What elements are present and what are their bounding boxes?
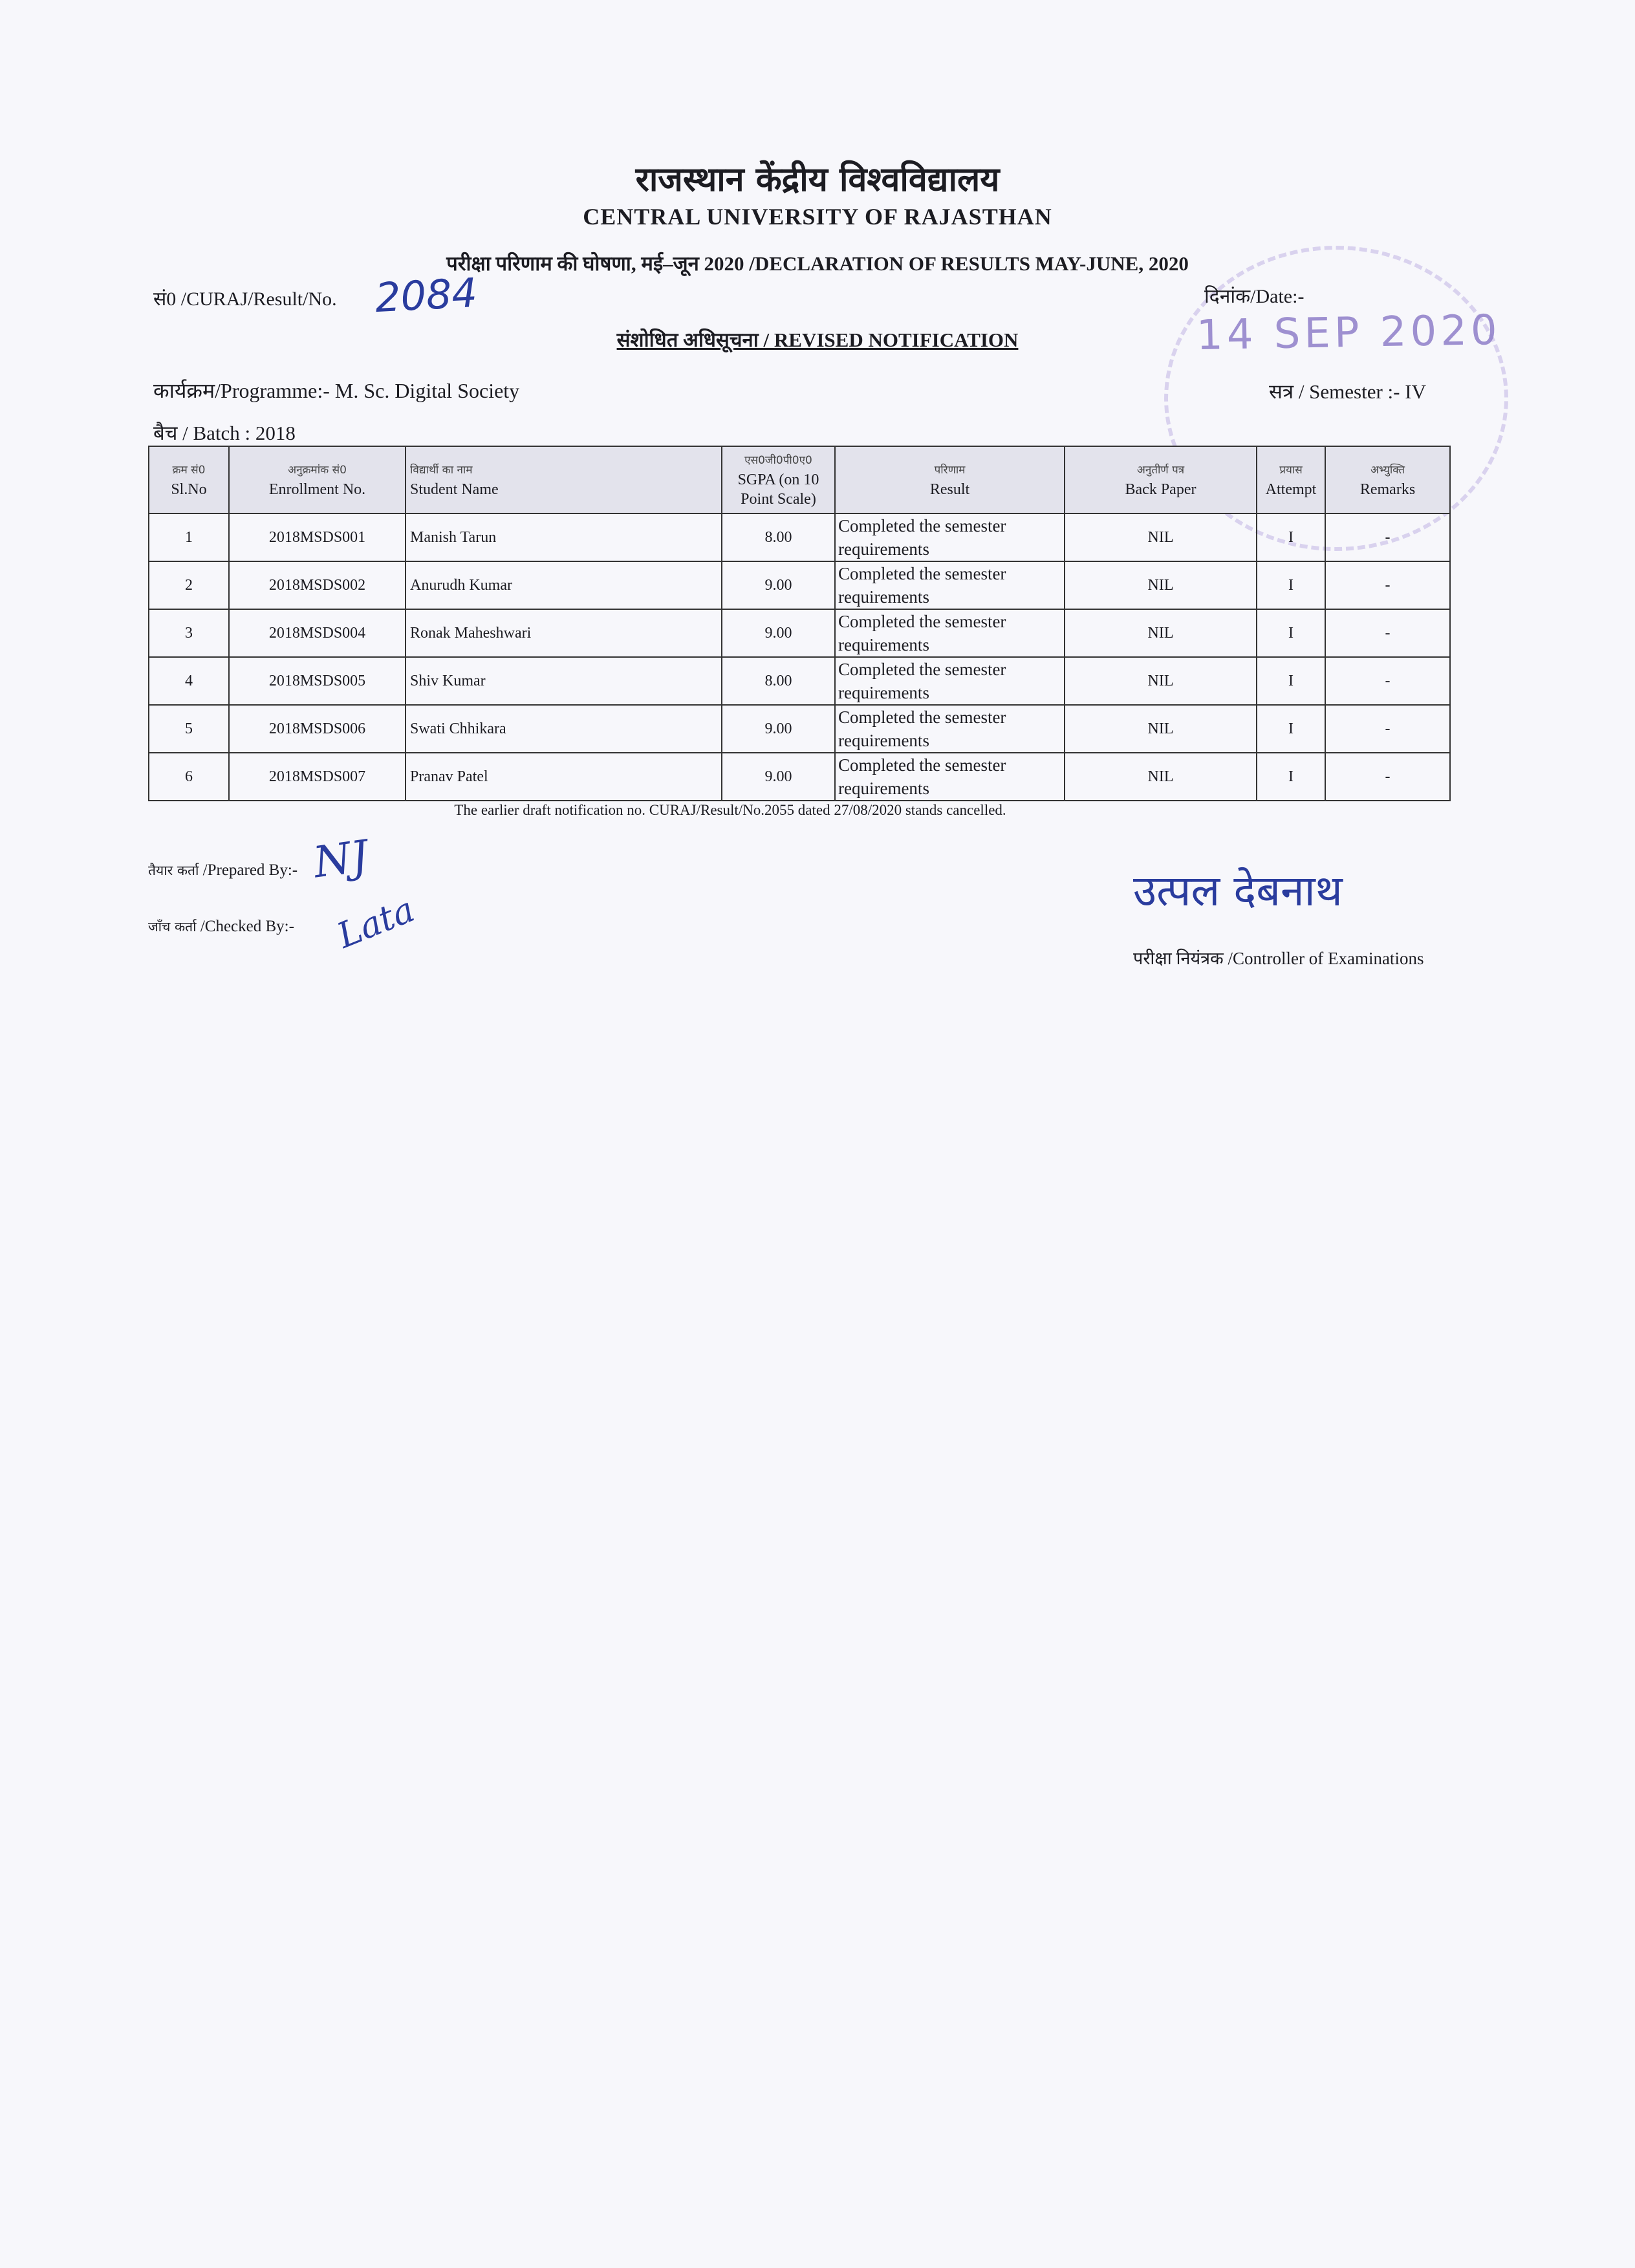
header-sgpa: एस0जी0पी0ए0 SGPA (on 10 Point Scale) [722,446,835,513]
cell-sgpa: 8.00 [722,657,835,705]
cell-remarks: - [1325,705,1450,753]
cell-sgpa: 9.00 [722,753,835,801]
cell-attempt: I [1257,609,1325,657]
cell-sl-no: 2 [149,561,229,609]
cell-sgpa: 9.00 [722,609,835,657]
header-sl-no: क्रम सं0 Sl.No [149,446,229,513]
table-row [149,513,1450,561]
table-header-row [149,446,1450,513]
cell-sgpa: 9.00 [722,705,835,753]
university-title-english: CENTRAL UNIVERSITY OF RAJASTHAN [583,204,1052,230]
cell-enrollment-no: 2018MSDS006 [229,705,406,753]
revised-notification-heading: संशोधित अधिसूचना / REVISED NOTIFICATION [616,329,1019,351]
checked-by-hindi: जाँच कर्ता [148,919,197,934]
cell-back-paper: NIL [1065,753,1257,801]
controller-signature: उत्पल देबनाथ [1133,866,1343,916]
cell-result: Completed the semester requirements [835,561,1065,609]
cell-attempt: I [1257,561,1325,609]
reference-label: सं0 /CURAJ/Result/No. [153,288,337,310]
header-enrollment-no: अनुक्रमांक सं0 Enrollment No. [229,446,406,513]
cell-remarks: - [1325,753,1450,801]
cell-remarks: - [1325,561,1450,609]
cell-student-name: Ronak Maheshwari [406,609,722,657]
cell-student-name: Pranav Patel [406,753,722,801]
cell-back-paper: NIL [1065,513,1257,561]
table-row [149,609,1450,657]
cell-enrollment-no: 2018MSDS002 [229,561,406,609]
prepared-by-signature: NJ [310,830,372,888]
cell-back-paper: NIL [1065,657,1257,705]
cell-sgpa: 8.00 [722,513,835,561]
date-stamp: 14 SEP 2020 [1196,306,1502,360]
cell-sgpa: 9.00 [722,561,835,609]
results-table [148,446,1451,801]
cell-back-paper: NIL [1065,705,1257,753]
cell-attempt: I [1257,657,1325,705]
cell-result: Completed the semester requirements [835,705,1065,753]
batch-line: बैच / Batch : 2018 [153,422,296,444]
university-title-hindi: राजस्थान केंद्रीय विश्वविद्यालय [635,160,1000,199]
cell-student-name: Shiv Kumar [406,657,722,705]
cell-attempt: I [1257,705,1325,753]
cell-sl-no: 3 [149,609,229,657]
date-label: दिनांक/Date:- [1204,286,1305,307]
prepared-by-hindi: तैयार कर्ता [148,863,199,878]
cell-attempt: I [1257,513,1325,561]
table-row [149,657,1450,705]
cell-enrollment-no: 2018MSDS001 [229,513,406,561]
cell-remarks: - [1325,657,1450,705]
cell-student-name: Manish Tarun [406,513,722,561]
cell-student-name: Anurudh Kumar [406,561,722,609]
cell-attempt: I [1257,753,1325,801]
cell-remarks: - [1325,609,1450,657]
header-remarks: अभ्युक्ति Remarks [1325,446,1450,513]
cell-back-paper: NIL [1065,561,1257,609]
checked-by-signature: Lata [331,889,420,956]
cancellation-note: The earlier draft notification no. CURAJ/Result/No.2055 dated 27/08/2020 stands cancelled. [454,802,1006,818]
cell-remarks: - [1325,513,1450,561]
checked-by-english: /Checked By:- [200,918,294,935]
prepared-by-english: /Prepared By:- [202,861,298,879]
reference-number-handwritten: 2084 [374,268,479,322]
controller-of-examinations-label: परीक्षा नियंत्रक /Controller of Examinations [1133,949,1424,968]
header-student-name: विद्यार्थी का नाम Student Name [406,446,722,513]
prepared-by-label [148,861,298,880]
cell-sl-no: 4 [149,657,229,705]
cell-sl-no: 1 [149,513,229,561]
header-result: परिणाम Result [835,446,1065,513]
cell-sl-no: 5 [149,705,229,753]
programme-line: कार्यक्रम/Programme:- M. Sc. Digital Society [153,379,520,402]
cell-result: Completed the semester requirements [835,513,1065,561]
cell-result: Completed the semester requirements [835,609,1065,657]
cell-result: Completed the semester requirements [835,753,1065,801]
table-row [149,753,1450,801]
cell-back-paper: NIL [1065,609,1257,657]
cell-enrollment-no: 2018MSDS005 [229,657,406,705]
header-attempt: प्रयास Attempt [1257,446,1325,513]
checked-by-label [148,918,294,936]
table-row [149,705,1450,753]
cell-enrollment-no: 2018MSDS004 [229,609,406,657]
header-back-paper: अनुतीर्ण पत्र Back Paper [1065,446,1257,513]
declaration-heading: परीक्षा परिणाम की घोषणा, मई–जून 2020 /DECLARATION OF RESULTS MAY-JUNE, 2020 [446,252,1189,275]
table-row [149,561,1450,609]
cell-enrollment-no: 2018MSDS007 [229,753,406,801]
semester-line: सत्र / Semester :- IV [1269,380,1426,403]
cell-sl-no: 6 [149,753,229,801]
cell-student-name: Swati Chhikara [406,705,722,753]
cell-result: Completed the semester requirements [835,657,1065,705]
